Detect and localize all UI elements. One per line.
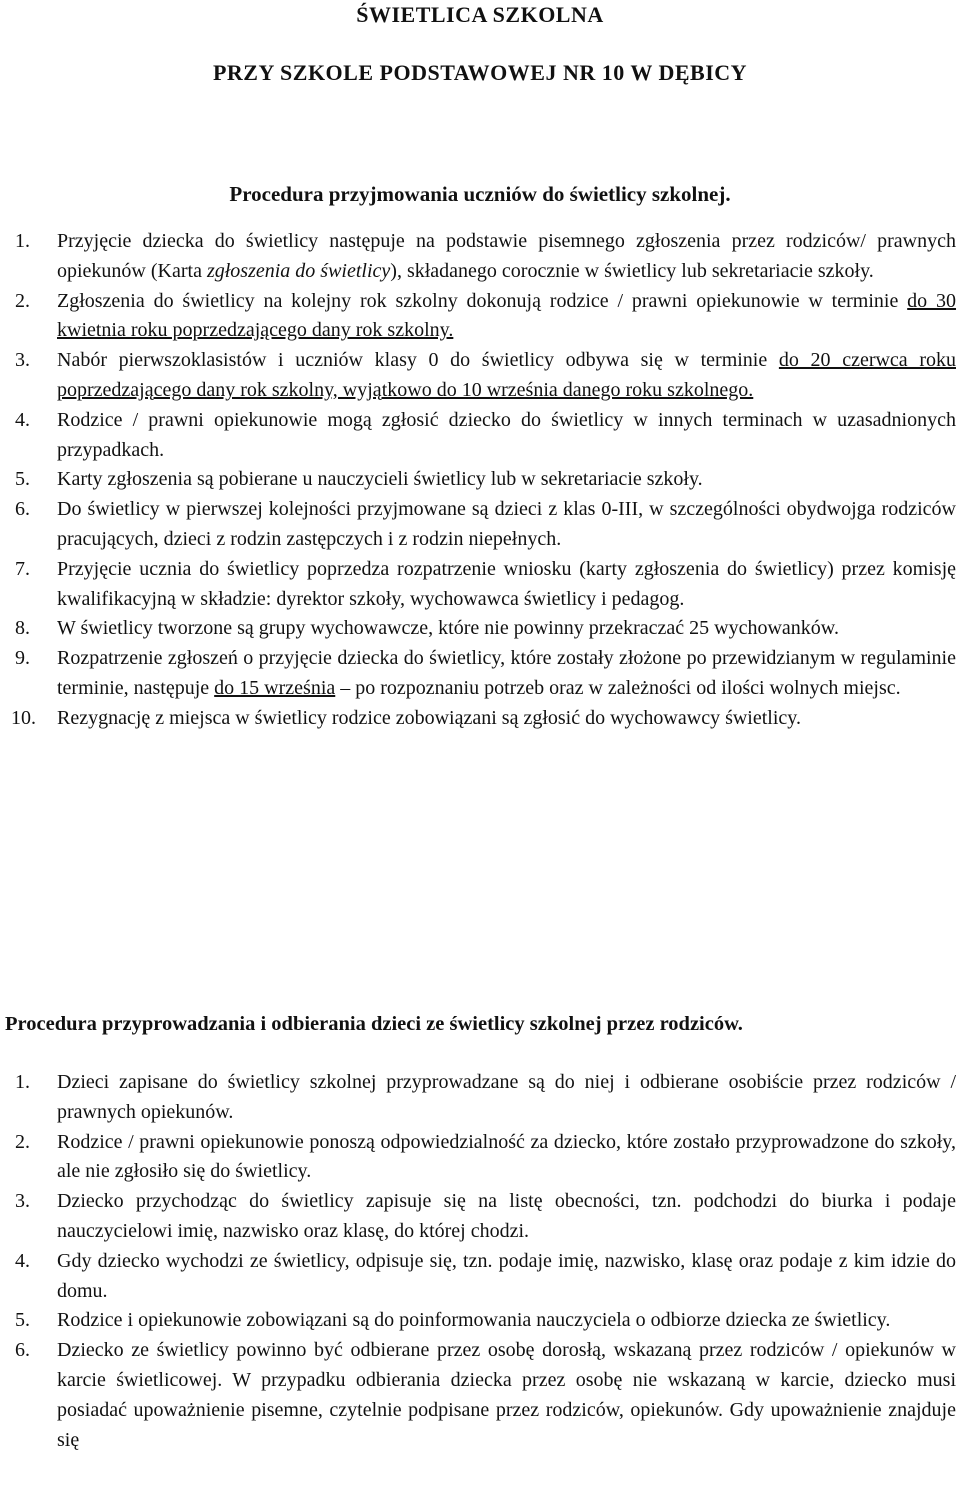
item-text: Dziecko ze świetlicy powinno być odbierane przez osobę dorosłą, wskazaną przez rodziców / opiekunów w karcie świetlicowej. W przypadku odbierania dziecka przez osobę nie wskazaną w karcie, dziecko musi posiadać upoważnienie pisemne, czytelnie podpisane przez rodziców, opiekunów. Gdy upoważnienie znajduje się [57, 1339, 956, 1451]
list-item [0, 704, 956, 734]
item-text: ), składanego corocznie w świetlicy lub sekretariacie szkoły. [390, 259, 874, 282]
list-item [0, 1247, 956, 1307]
item-number: 3. [15, 349, 30, 372]
list-item [0, 227, 956, 287]
list-item [0, 1128, 956, 1188]
item-text: Karty zgłoszenia są pobierane u nauczycieli świetlicy lub w sekretariacie szkoły. [57, 468, 703, 491]
item-number: 1. [15, 1071, 30, 1093]
item-number: 6. [15, 498, 30, 521]
list-item [0, 555, 956, 615]
item-number: 4. [15, 1249, 30, 1272]
item-text: Dziecko przychodząc do świetlicy zapisuje się na listę obecności, tzn. podchodzi do biurka i podaje nauczycielowi imię, nazwisko oraz klasę, do której chodzi. [57, 1190, 956, 1242]
item-text-underlined: do 30 kwietnia roku poprzedzającego dany rok szkolny. [57, 289, 957, 342]
pickup-procedure-list [0, 1068, 956, 1455]
item-number: 5. [15, 468, 30, 491]
item-text: Rodzice / prawni opiekunowie mogą zgłosić dziecko do świetlicy w innych terminach w uzasadnionych przypadkach. [57, 408, 956, 461]
item-text: Nabór pierwszoklasistów i uczniów klasy 0 do świetlicy odbywa się w terminie [57, 349, 779, 372]
item-number: 10. [11, 706, 36, 729]
item-number: 5. [15, 1309, 30, 1332]
list-item [0, 614, 956, 644]
item-number: 1. [15, 230, 30, 252]
item-text: Gdy dziecko wychodzi ze świetlicy, odpisuje się, tzn. podaje imię, nazwisko, klasę oraz podaje z kim idzie do domu. [57, 1249, 956, 1302]
item-text: Dzieci zapisane do świetlicy szkolnej przyprowadzane są do niej i odbierane osobiście przez rodziców / prawnych opiekunów. [57, 1071, 956, 1123]
list-item [0, 406, 956, 466]
list-item [0, 1187, 956, 1247]
document-subtitle: PRZY SZKOLE PODSTAWOWEJ NR 10 W DĘBICY [212, 60, 748, 85]
item-number: 2. [15, 289, 30, 312]
item-number: 4. [15, 408, 30, 431]
list-item [0, 495, 956, 555]
item-number: 7. [15, 557, 30, 580]
item-text: W świetlicy tworzone są grupy wychowawcze, które nie powinny przekraczać 25 wychowanków. [57, 617, 839, 640]
list-item [0, 644, 956, 704]
list-item [0, 465, 956, 495]
item-text: Przyjęcie dziecka do świetlicy następuje na podstawie pisemnego zgłoszenia przez rodziców/ prawnych opiekunów (Karta [57, 230, 956, 282]
item-text: – po rozpoznaniu potrzeb oraz w zależności od ilości wolnych miejsc. [335, 676, 901, 699]
list-item [0, 1068, 956, 1128]
item-text: Zgłoszenia do świetlicy na kolejny rok szkolny dokonują rodzice / prawni opiekunowie w terminie [57, 289, 908, 312]
item-number: 6. [15, 1339, 30, 1362]
list-item [0, 346, 956, 406]
item-number: 3. [15, 1190, 30, 1213]
section1-heading: Procedura przyjmowania uczniów do świetlicy szkolnej. [229, 182, 731, 206]
item-number: 9. [15, 647, 30, 670]
item-text: Rozpatrzenie zgłoszeń o przyjęcie dziecka do świetlicy, które zostały złożone po przewidzianym w regulaminie terminie, następuje [57, 647, 956, 699]
item-number: 8. [15, 617, 30, 640]
admission-procedure-list [0, 227, 956, 734]
item-text-italic: zgłoszenia do świetlicy [206, 259, 391, 282]
item-number: 2. [15, 1130, 30, 1153]
section2-heading: Procedura przyprowadzania i odbierania dzieci ze świetlicy szkolnej przez rodziców. [5, 1013, 743, 1035]
list-item [0, 1306, 956, 1336]
item-text-underlined: do 15 września [214, 676, 336, 699]
item-text: Do świetlicy w pierwszej kolejności przyjmowane są dzieci z klas 0-III, w szczególności obydwojga rodziców pracujących, dzieci z rodzin zastępczych i z rodzin niepełnych. [57, 498, 956, 550]
document-title: ŚWIETLICA SZKOLNA [356, 2, 604, 27]
item-text-underlined: do 20 czerwca roku poprzedzającego dany rok szkolny, wyjątkowo do 10 września danego roku szkolnego. [57, 349, 956, 401]
list-item [0, 287, 956, 347]
item-text: Rodzice i opiekunowie zobowiązani są do poinformowania nauczyciela o odbiorze dziecka ze świetlicy. [57, 1309, 891, 1332]
item-text: Przyjęcie ucznia do świetlicy poprzedza rozpatrzenie wniosku (karty zgłoszenia do świetlicy) przez komisję kwalifikacyjną w składzie: dyrektor szkoły, wychowawca świetlicy i pedagog. [57, 557, 956, 610]
list-item [0, 1336, 956, 1455]
item-text: Rodzice / prawni opiekunowie ponoszą odpowiedzialność za dziecko, które zostało przyprowadzone do szkoły, ale nie zgłosiło się do świetlicy. [57, 1130, 956, 1183]
item-text: Rezygnację z miejsca w świetlicy rodzice zobowiązani są zgłosić do wychowawcy świetlicy. [57, 706, 801, 729]
